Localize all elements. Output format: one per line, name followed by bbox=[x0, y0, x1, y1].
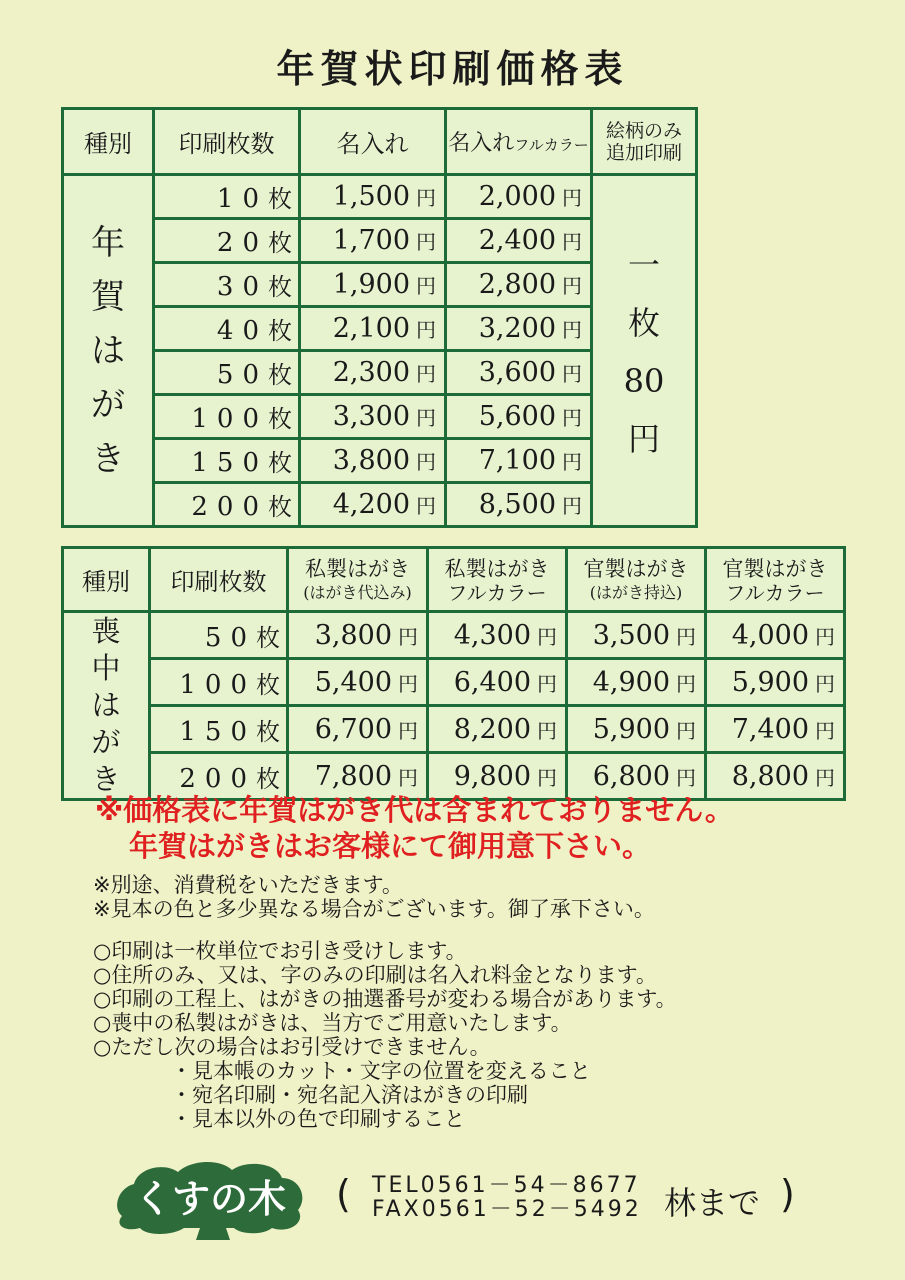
category-char: は bbox=[91, 688, 121, 722]
header-name-fullcolor-small: フルカラー bbox=[514, 136, 589, 154]
price-cell bbox=[300, 307, 446, 351]
fax-number: FAX0561－52－5492 bbox=[372, 1197, 642, 1222]
quantity-unit: 枚 bbox=[268, 317, 292, 345]
tree-logo-icon bbox=[112, 1158, 308, 1240]
category-char: が bbox=[91, 384, 125, 425]
quantity-unit: 枚 bbox=[268, 493, 292, 521]
page-title: 年賀状印刷価格表 bbox=[276, 47, 629, 91]
price-cell bbox=[300, 219, 446, 263]
mochu-price-table bbox=[61, 546, 846, 801]
notes-section bbox=[93, 873, 677, 1131]
header-c4-line1: 官製はがき bbox=[722, 556, 828, 581]
yen-unit: 円 bbox=[416, 186, 436, 210]
addon-price-cell bbox=[592, 175, 697, 527]
yen-unit: 円 bbox=[416, 494, 436, 518]
yen-unit: 円 bbox=[398, 718, 418, 743]
note-item: ○印刷は一枚単位でお引き受けします。 bbox=[93, 939, 467, 963]
yen-unit: 円 bbox=[537, 624, 557, 649]
category-char: 中 bbox=[91, 651, 121, 685]
yen-unit: 円 bbox=[416, 406, 436, 430]
price-cell bbox=[567, 659, 706, 706]
price-cell bbox=[300, 175, 446, 219]
quantity-unit: 枚 bbox=[268, 185, 292, 213]
quantity-unit: 枚 bbox=[268, 229, 292, 257]
header-c3-line1: 官製はがき bbox=[583, 556, 689, 581]
price-cell bbox=[706, 706, 845, 753]
quantity-cell bbox=[154, 439, 300, 483]
yen-unit: 円 bbox=[562, 186, 582, 210]
price-cell bbox=[446, 263, 592, 307]
nenga-header-row bbox=[63, 109, 697, 175]
addon-char: 円 bbox=[627, 420, 660, 458]
price-cell bbox=[428, 706, 567, 753]
yen-unit: 円 bbox=[416, 318, 436, 342]
quantity-unit: 枚 bbox=[256, 764, 280, 793]
header-official-fullcolor bbox=[706, 548, 845, 612]
quantity-cell bbox=[150, 612, 288, 659]
yen-unit: 円 bbox=[416, 450, 436, 474]
header-addon-line2: 追加印刷 bbox=[605, 141, 682, 164]
yen-unit: 円 bbox=[416, 230, 436, 254]
category-cell-mochu bbox=[63, 612, 150, 800]
price-cell bbox=[446, 395, 592, 439]
quantity-value: 50 bbox=[216, 360, 268, 390]
quantity-value: 30 bbox=[216, 272, 268, 302]
table-row bbox=[63, 612, 845, 659]
header-c1-line1: 私製はがき bbox=[305, 556, 410, 581]
category-char: 年 bbox=[91, 222, 125, 263]
contact-numbers bbox=[372, 1174, 642, 1222]
price-cell bbox=[446, 439, 592, 483]
price-cell bbox=[300, 483, 446, 527]
price-cell bbox=[428, 659, 567, 706]
quantity-unit: 枚 bbox=[268, 273, 292, 301]
yen-unit: 円 bbox=[815, 624, 835, 649]
header-c1-line2: (はがき代込み) bbox=[303, 582, 412, 602]
price-value: 2,800 bbox=[478, 269, 556, 300]
category-char: が bbox=[91, 725, 121, 759]
price-value: 2,300 bbox=[332, 357, 410, 388]
yen-unit: 円 bbox=[562, 362, 582, 386]
price-cell bbox=[300, 351, 446, 395]
price-value: 5,900 bbox=[592, 713, 670, 745]
quantity-value: 100 bbox=[179, 669, 256, 700]
notice-red bbox=[95, 792, 734, 864]
price-value: 3,200 bbox=[478, 313, 556, 344]
header-private-fullcolor bbox=[428, 548, 567, 612]
category-char: き bbox=[91, 762, 121, 796]
yen-unit: 円 bbox=[398, 765, 418, 790]
yen-unit: 円 bbox=[562, 494, 582, 518]
header-private-postcard bbox=[288, 548, 428, 612]
quantity-value: 200 bbox=[191, 492, 268, 522]
quantity-cell bbox=[150, 659, 288, 706]
price-cell bbox=[446, 483, 592, 527]
note-item: ○印刷の工程上、はがきの抽選番号が変わる場合があります。 bbox=[93, 987, 677, 1011]
header-official-postcard bbox=[567, 548, 706, 612]
addon-char: 枚 bbox=[627, 304, 660, 342]
price-cell bbox=[567, 612, 706, 659]
yen-unit: 円 bbox=[398, 671, 418, 696]
price-value: 1,500 bbox=[332, 181, 410, 212]
price-cell bbox=[288, 706, 428, 753]
header-c4-line2: フルカラー bbox=[725, 580, 825, 605]
quantity-value: 150 bbox=[179, 716, 256, 747]
paren-close: ) bbox=[780, 1172, 795, 1216]
notice-line2: 年賀はがきはお客様にて御用意下さい。 bbox=[129, 829, 652, 863]
yen-unit: 円 bbox=[815, 765, 835, 790]
yen-unit: 円 bbox=[562, 450, 582, 474]
price-cell bbox=[446, 351, 592, 395]
price-cell bbox=[446, 219, 592, 263]
yen-unit: 円 bbox=[416, 362, 436, 386]
nenga-price-table bbox=[61, 107, 698, 528]
quantity-cell bbox=[154, 175, 300, 219]
note-tax: ※別途、消費税をいただきます。 bbox=[93, 873, 403, 897]
price-value: 3,800 bbox=[314, 619, 392, 651]
quantity-value: 200 bbox=[179, 763, 256, 794]
quantity-cell bbox=[150, 706, 288, 753]
price-cell bbox=[446, 307, 592, 351]
quantity-value: 50 bbox=[204, 622, 256, 653]
price-value: 5,600 bbox=[478, 401, 556, 432]
yen-unit: 円 bbox=[562, 274, 582, 298]
quantity-unit: 枚 bbox=[268, 405, 292, 433]
price-value: 4,000 bbox=[731, 619, 809, 651]
addon-char: 80 bbox=[623, 362, 665, 400]
price-value: 7,400 bbox=[731, 713, 809, 745]
note-bullet: ・見本以外の色で印刷すること bbox=[171, 1107, 465, 1131]
price-value: 5,900 bbox=[731, 666, 809, 698]
kusunoki-logo bbox=[112, 1158, 308, 1240]
yen-unit: 円 bbox=[815, 718, 835, 743]
price-cell bbox=[706, 659, 845, 706]
header-name-fullcolor-main: 名入れ bbox=[448, 131, 515, 156]
logo-text: くすの木 bbox=[133, 1177, 287, 1221]
yen-unit: 円 bbox=[562, 230, 582, 254]
note-bullet: ・見本帳のカット・文字の位置を変えること bbox=[171, 1059, 591, 1083]
price-value: 3,300 bbox=[332, 401, 410, 432]
quantity-cell bbox=[154, 351, 300, 395]
price-value: 1,700 bbox=[332, 225, 410, 256]
note-item: ○ただし次の場合はお引受けできません。 bbox=[93, 1035, 491, 1059]
price-value: 6,400 bbox=[453, 666, 531, 698]
quantity-cell bbox=[154, 263, 300, 307]
price-cell bbox=[428, 612, 567, 659]
price-cell bbox=[706, 612, 845, 659]
quantity-value: 150 bbox=[191, 448, 268, 478]
quantity-value: 100 bbox=[191, 404, 268, 434]
price-value: 7,800 bbox=[314, 760, 392, 792]
yen-unit: 円 bbox=[815, 671, 835, 696]
yen-unit: 円 bbox=[562, 318, 582, 342]
quantity-unit: 枚 bbox=[256, 670, 280, 699]
price-value: 4,300 bbox=[453, 619, 531, 651]
price-value: 7,100 bbox=[478, 445, 556, 476]
quantity-cell bbox=[154, 483, 300, 527]
table-row bbox=[63, 659, 845, 706]
category-char: 喪 bbox=[91, 614, 121, 648]
price-value: 8,500 bbox=[478, 489, 556, 520]
category-cell-nenga bbox=[63, 175, 154, 527]
quantity-unit: 枚 bbox=[256, 623, 280, 652]
yen-unit: 円 bbox=[676, 718, 696, 743]
price-value: 2,400 bbox=[478, 225, 556, 256]
price-value: 6,800 bbox=[592, 760, 670, 792]
header-name-print: 名入れ bbox=[300, 109, 446, 175]
price-value: 4,900 bbox=[592, 666, 670, 698]
price-cell bbox=[288, 659, 428, 706]
price-value: 9,800 bbox=[453, 760, 531, 792]
header-category: 種別 bbox=[63, 548, 150, 612]
price-value: 8,800 bbox=[731, 760, 809, 792]
yen-unit: 円 bbox=[398, 624, 418, 649]
price-value: 4,200 bbox=[332, 489, 410, 520]
table-row bbox=[63, 706, 845, 753]
note-item: ○住所のみ、又は、字のみの印刷は名入れ料金となります。 bbox=[93, 963, 657, 987]
price-value: 2,000 bbox=[478, 181, 556, 212]
note-item: ○喪中の私製はがきは、当方でご用意いたします。 bbox=[93, 1011, 572, 1035]
header-name-fullcolor bbox=[446, 109, 592, 175]
category-char: 賀 bbox=[91, 276, 125, 317]
quantity-unit: 枚 bbox=[268, 449, 292, 477]
yen-unit: 円 bbox=[537, 765, 557, 790]
quantity-value: 10 bbox=[216, 184, 268, 214]
quantity-value: 20 bbox=[216, 228, 268, 258]
price-value: 5,400 bbox=[314, 666, 392, 698]
quantity-value: 40 bbox=[216, 316, 268, 346]
price-cell bbox=[567, 706, 706, 753]
quantity-cell bbox=[154, 395, 300, 439]
price-value: 1,900 bbox=[332, 269, 410, 300]
contact-name: 林まで bbox=[664, 1184, 761, 1222]
category-char: き bbox=[91, 438, 125, 479]
yen-unit: 円 bbox=[676, 765, 696, 790]
yen-unit: 円 bbox=[676, 624, 696, 649]
quantity-cell bbox=[154, 307, 300, 351]
header-c2-line2: フルカラー bbox=[447, 580, 547, 605]
price-cell bbox=[446, 175, 592, 219]
header-addon-line1: 絵柄のみ bbox=[605, 119, 682, 142]
price-value: 2,100 bbox=[332, 313, 410, 344]
tel-number: TEL0561－54－8677 bbox=[372, 1173, 641, 1198]
header-quantity: 印刷枚数 bbox=[154, 109, 300, 175]
yen-unit: 円 bbox=[676, 671, 696, 696]
yen-unit: 円 bbox=[416, 274, 436, 298]
quantity-unit: 枚 bbox=[256, 717, 280, 746]
mochu-header-row bbox=[63, 548, 845, 612]
yen-unit: 円 bbox=[562, 406, 582, 430]
quantity-cell bbox=[154, 219, 300, 263]
paren-open: ( bbox=[336, 1172, 351, 1216]
price-cell bbox=[300, 439, 446, 483]
price-value: 6,700 bbox=[314, 713, 392, 745]
price-value: 3,600 bbox=[478, 357, 556, 388]
header-quantity: 印刷枚数 bbox=[150, 548, 288, 612]
notice-line1: ※価格表に年賀はがき代は含まれておりません。 bbox=[95, 793, 734, 827]
note-bullet: ・宛名印刷・宛名記入済はがきの印刷 bbox=[171, 1083, 528, 1107]
price-cell bbox=[300, 395, 446, 439]
addon-char: 一 bbox=[627, 246, 660, 284]
price-cell bbox=[288, 612, 428, 659]
header-category: 種別 bbox=[63, 109, 154, 175]
header-c3-line2: (はがき持込) bbox=[589, 582, 683, 602]
price-value: 3,500 bbox=[592, 619, 670, 651]
header-addon bbox=[592, 109, 697, 175]
quantity-unit: 枚 bbox=[268, 361, 292, 389]
price-value: 8,200 bbox=[453, 713, 531, 745]
yen-unit: 円 bbox=[537, 671, 557, 696]
yen-unit: 円 bbox=[537, 718, 557, 743]
category-char: は bbox=[91, 330, 125, 371]
price-cell bbox=[300, 263, 446, 307]
header-c2-line1: 私製はがき bbox=[444, 556, 550, 581]
note-color: ※見本の色と多少異なる場合がございます。御了承下さい。 bbox=[93, 897, 655, 921]
table-row bbox=[63, 175, 697, 219]
price-value: 3,800 bbox=[332, 445, 410, 476]
